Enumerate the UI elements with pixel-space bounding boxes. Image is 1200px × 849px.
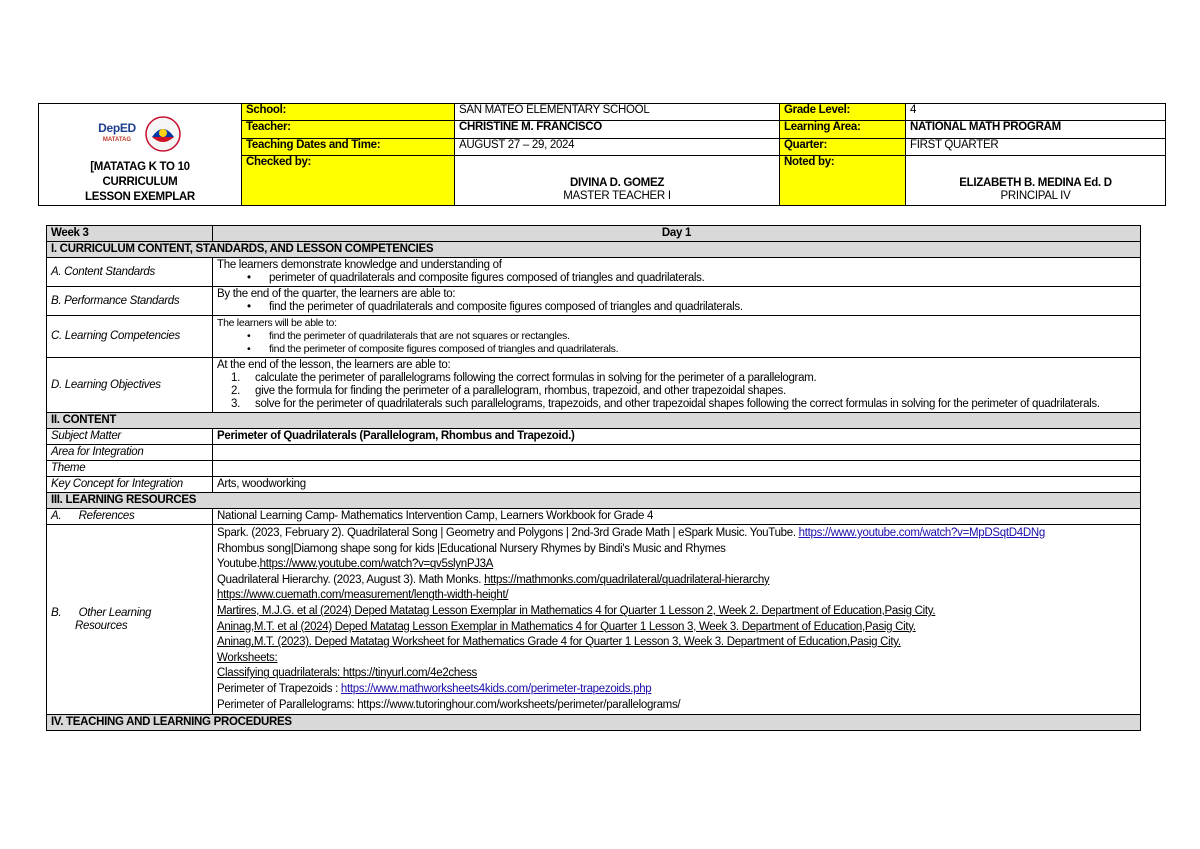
matatag-seal-icon bbox=[144, 115, 182, 153]
section-resources: III. LEARNING RESOURCES bbox=[47, 493, 1141, 509]
theme-value bbox=[213, 461, 1141, 477]
competencies-list bbox=[217, 330, 1136, 356]
theme-label: Theme bbox=[47, 461, 213, 477]
resource-youtube: Youtube.https://www.youtube.com/watch?v=qv5slynPJ3A bbox=[217, 558, 494, 571]
noted-label: Noted by: bbox=[780, 155, 906, 205]
youtube-link[interactable]: https://www.youtube.com/watch?v=qv5slynPJ3A bbox=[259, 558, 494, 571]
competencies-label: C. Learning Competencies bbox=[47, 316, 213, 358]
integration-label: Area for Integration bbox=[47, 445, 213, 461]
trapezoids-link[interactable]: https://www.mathworksheets4kids.com/perimeter-trapezoids.php bbox=[340, 682, 652, 695]
grade-label: Grade Level: bbox=[780, 104, 906, 121]
resource-rhombus: Rhombus song|Diamong shape song for kids |Educational Nursery Rhymes by Bindi's Music and Rhymes bbox=[217, 542, 726, 555]
section-content: II. CONTENT bbox=[47, 413, 1141, 429]
week-label: Week 3 bbox=[47, 226, 213, 242]
exemplar-title: [MATATAG K TO 10 CURRICULUM LESSON EXEMPLAR bbox=[85, 161, 195, 203]
section-curriculum: I. CURRICULUM CONTENT, STANDARDS, AND LESSON COMPETENCIES bbox=[47, 242, 1141, 258]
section-procedures: IV. TEACHING AND LEARNING PROCEDURES bbox=[47, 715, 1141, 731]
checked-label: Checked by: bbox=[242, 155, 455, 205]
list-item: 3. solve for the perimeter of quadrilaterals such parallelograms, trapezoids, and other trapezoidal shapes following the correct formulas in solving for the perimeter of quadrilaterals. bbox=[231, 398, 1100, 410]
resource-spark: Spark. (2023, February 2). Quadrilateral Song | Geometry and Polygons | 2nd-3rd Grade Math | eSpark Music. YouTube. https://www.youtube.com/watch?v=MpDSqtD4DNg bbox=[217, 527, 1045, 539]
other-label-line1: B. Other Learning bbox=[51, 606, 152, 619]
hierarchy-link[interactable]: https://mathmonks.com/quadrilateral/quadrilateral-hierarchy bbox=[484, 573, 770, 586]
integration-value bbox=[213, 445, 1141, 461]
resource-parallelograms: Perimeter of Parallelograms: https://www.tutoringhour.com/worksheets/perimeter/parallelograms/ bbox=[217, 698, 681, 711]
references-label: A. References bbox=[47, 509, 213, 525]
key-concept-label: Key Concept for Integration bbox=[47, 477, 213, 493]
dates-value: AUGUST 27 – 29, 2024 bbox=[455, 138, 780, 155]
deped-logo: DepED MATATAG bbox=[98, 121, 136, 143]
other-resources-cell bbox=[213, 525, 1141, 715]
list-item: • find the perimeter of composite figures composed of triangles and quadrilaterals. bbox=[247, 343, 1136, 356]
classifying-link[interactable]: Classifying quadrilaterals: https://tinyurl.com/4e2chess bbox=[217, 667, 477, 680]
checked-title: MASTER TEACHER I bbox=[563, 190, 671, 202]
content-standards-label: A. Content Standards bbox=[47, 258, 213, 287]
resource-aninag-2: Aninag,M.T. (2023). Deped Matatag Worksheet for Mathematics Grade 4 for Quarter 1 Lesson 3, Week 3. Department of Education,Pasig City. bbox=[217, 636, 901, 649]
list-item: 1. calculate the perimeter of parallelograms following the correct formulas in solving for the perimeter of a parallelogram. bbox=[231, 372, 817, 384]
teacher-value: CHRISTINE M. FRANCISCO bbox=[455, 121, 780, 138]
resource-aninag-1: Aninag,M.T. et al (2024) Deped Matatag Lesson Exemplar in Mathematics 4 for Quarter 1 Lesson 3, Week 3. Department of Education,Pasig City. bbox=[217, 620, 916, 633]
list-item: • perimeter of quadrilaterals and composite figures composed of triangles and quadrilaterals. bbox=[247, 272, 1136, 285]
resource-martires: Martires, M.J.G. et al (2024) Deped Matatag Lesson Exemplar in Mathematics 4 for Quarter 1 Lesson 2, Week 2. Department of Education,Pasig City. bbox=[217, 604, 936, 617]
day-label: Day 1 bbox=[213, 226, 1141, 242]
cuemath-link[interactable]: https://www.cuemath.com/measurement/length-width-height/ bbox=[217, 589, 509, 602]
noted-cell bbox=[906, 155, 1166, 205]
key-concept-value: Arts, woodworking bbox=[213, 477, 1141, 493]
dates-label: Teaching Dates and Time: bbox=[242, 138, 455, 155]
resource-trapezoids: Perimeter of Trapezoids : https://www.mathworksheets4kids.com/perimeter-trapezoids.php bbox=[217, 682, 652, 695]
subject-value: Perimeter of Quadrilaterals (Parallelogram, Rhombus and Trapezoid.) bbox=[213, 429, 1141, 445]
noted-title: PRINCIPAL IV bbox=[1000, 190, 1071, 202]
content-standards-intro: The learners demonstrate knowledge and understanding of bbox=[217, 259, 502, 271]
teacher-label: Teacher: bbox=[242, 121, 455, 138]
quarter-value: FIRST QUARTER bbox=[906, 138, 1166, 155]
school-value: SAN MATEO ELEMENTARY SCHOOL bbox=[455, 104, 780, 121]
school-label: School: bbox=[242, 104, 455, 121]
list-item: • find the perimeter of quadrilaterals and composite figures composed of triangles and quadrilaterals. bbox=[247, 301, 1136, 314]
header-table bbox=[38, 103, 1166, 206]
quarter-label: Quarter: bbox=[780, 138, 906, 155]
resource-hierarchy: Quadrilateral Hierarchy. (2023, August 3). Math Monks. https://mathmonks.com/quadrilateral/quadrilateral-hierarchy bbox=[217, 573, 770, 586]
competencies-cell bbox=[213, 316, 1141, 358]
checked-name: DIVINA D. GOMEZ bbox=[569, 177, 665, 189]
noted-name: ELIZABETH B. MEDINA Ed. D bbox=[959, 177, 1112, 189]
references-value: National Learning Camp- Mathematics Intervention Camp, Learners Workbook for Grade 4 bbox=[213, 509, 1141, 525]
logos bbox=[43, 114, 237, 154]
area-label: Learning Area: bbox=[780, 121, 906, 138]
competencies-intro: The learners will be able to: bbox=[217, 317, 337, 329]
checked-cell bbox=[455, 155, 780, 205]
list-item: 2. give the formula for finding the perimeter of a parallelogram, rhombus, trapezoid, and other trapezoidal shapes. bbox=[231, 385, 786, 397]
content-standards-list bbox=[217, 272, 1136, 285]
list-item: • find the perimeter of quadrilaterals that are not squares or rectangles. bbox=[247, 330, 1136, 343]
subject-label: Subject Matter bbox=[47, 429, 213, 445]
worksheets-label: Worksheets: bbox=[217, 651, 278, 664]
grade-value: 4 bbox=[906, 104, 1166, 121]
performance-intro: By the end of the quarter, the learners are able to: bbox=[217, 288, 456, 300]
spark-link[interactable]: https://www.youtube.com/watch?v=MpDSqtD4DNg bbox=[798, 527, 1045, 539]
objectives-cell bbox=[213, 358, 1141, 413]
content-standards-cell bbox=[213, 258, 1141, 287]
performance-standards-cell bbox=[213, 287, 1141, 316]
objectives-intro: At the end of the lesson, the learners are able to: bbox=[217, 359, 451, 371]
lesson-table bbox=[46, 225, 1141, 731]
other-resources-label bbox=[47, 525, 213, 715]
performance-standards-label: B. Performance Standards bbox=[47, 287, 213, 316]
objectives-label: D. Learning Objectives bbox=[47, 358, 213, 413]
logo-cell bbox=[39, 104, 242, 206]
other-label-line2: Resources bbox=[75, 619, 128, 632]
objectives-list bbox=[217, 372, 1136, 411]
performance-list bbox=[217, 301, 1136, 314]
area-value: NATIONAL MATH PROGRAM bbox=[906, 121, 1166, 138]
